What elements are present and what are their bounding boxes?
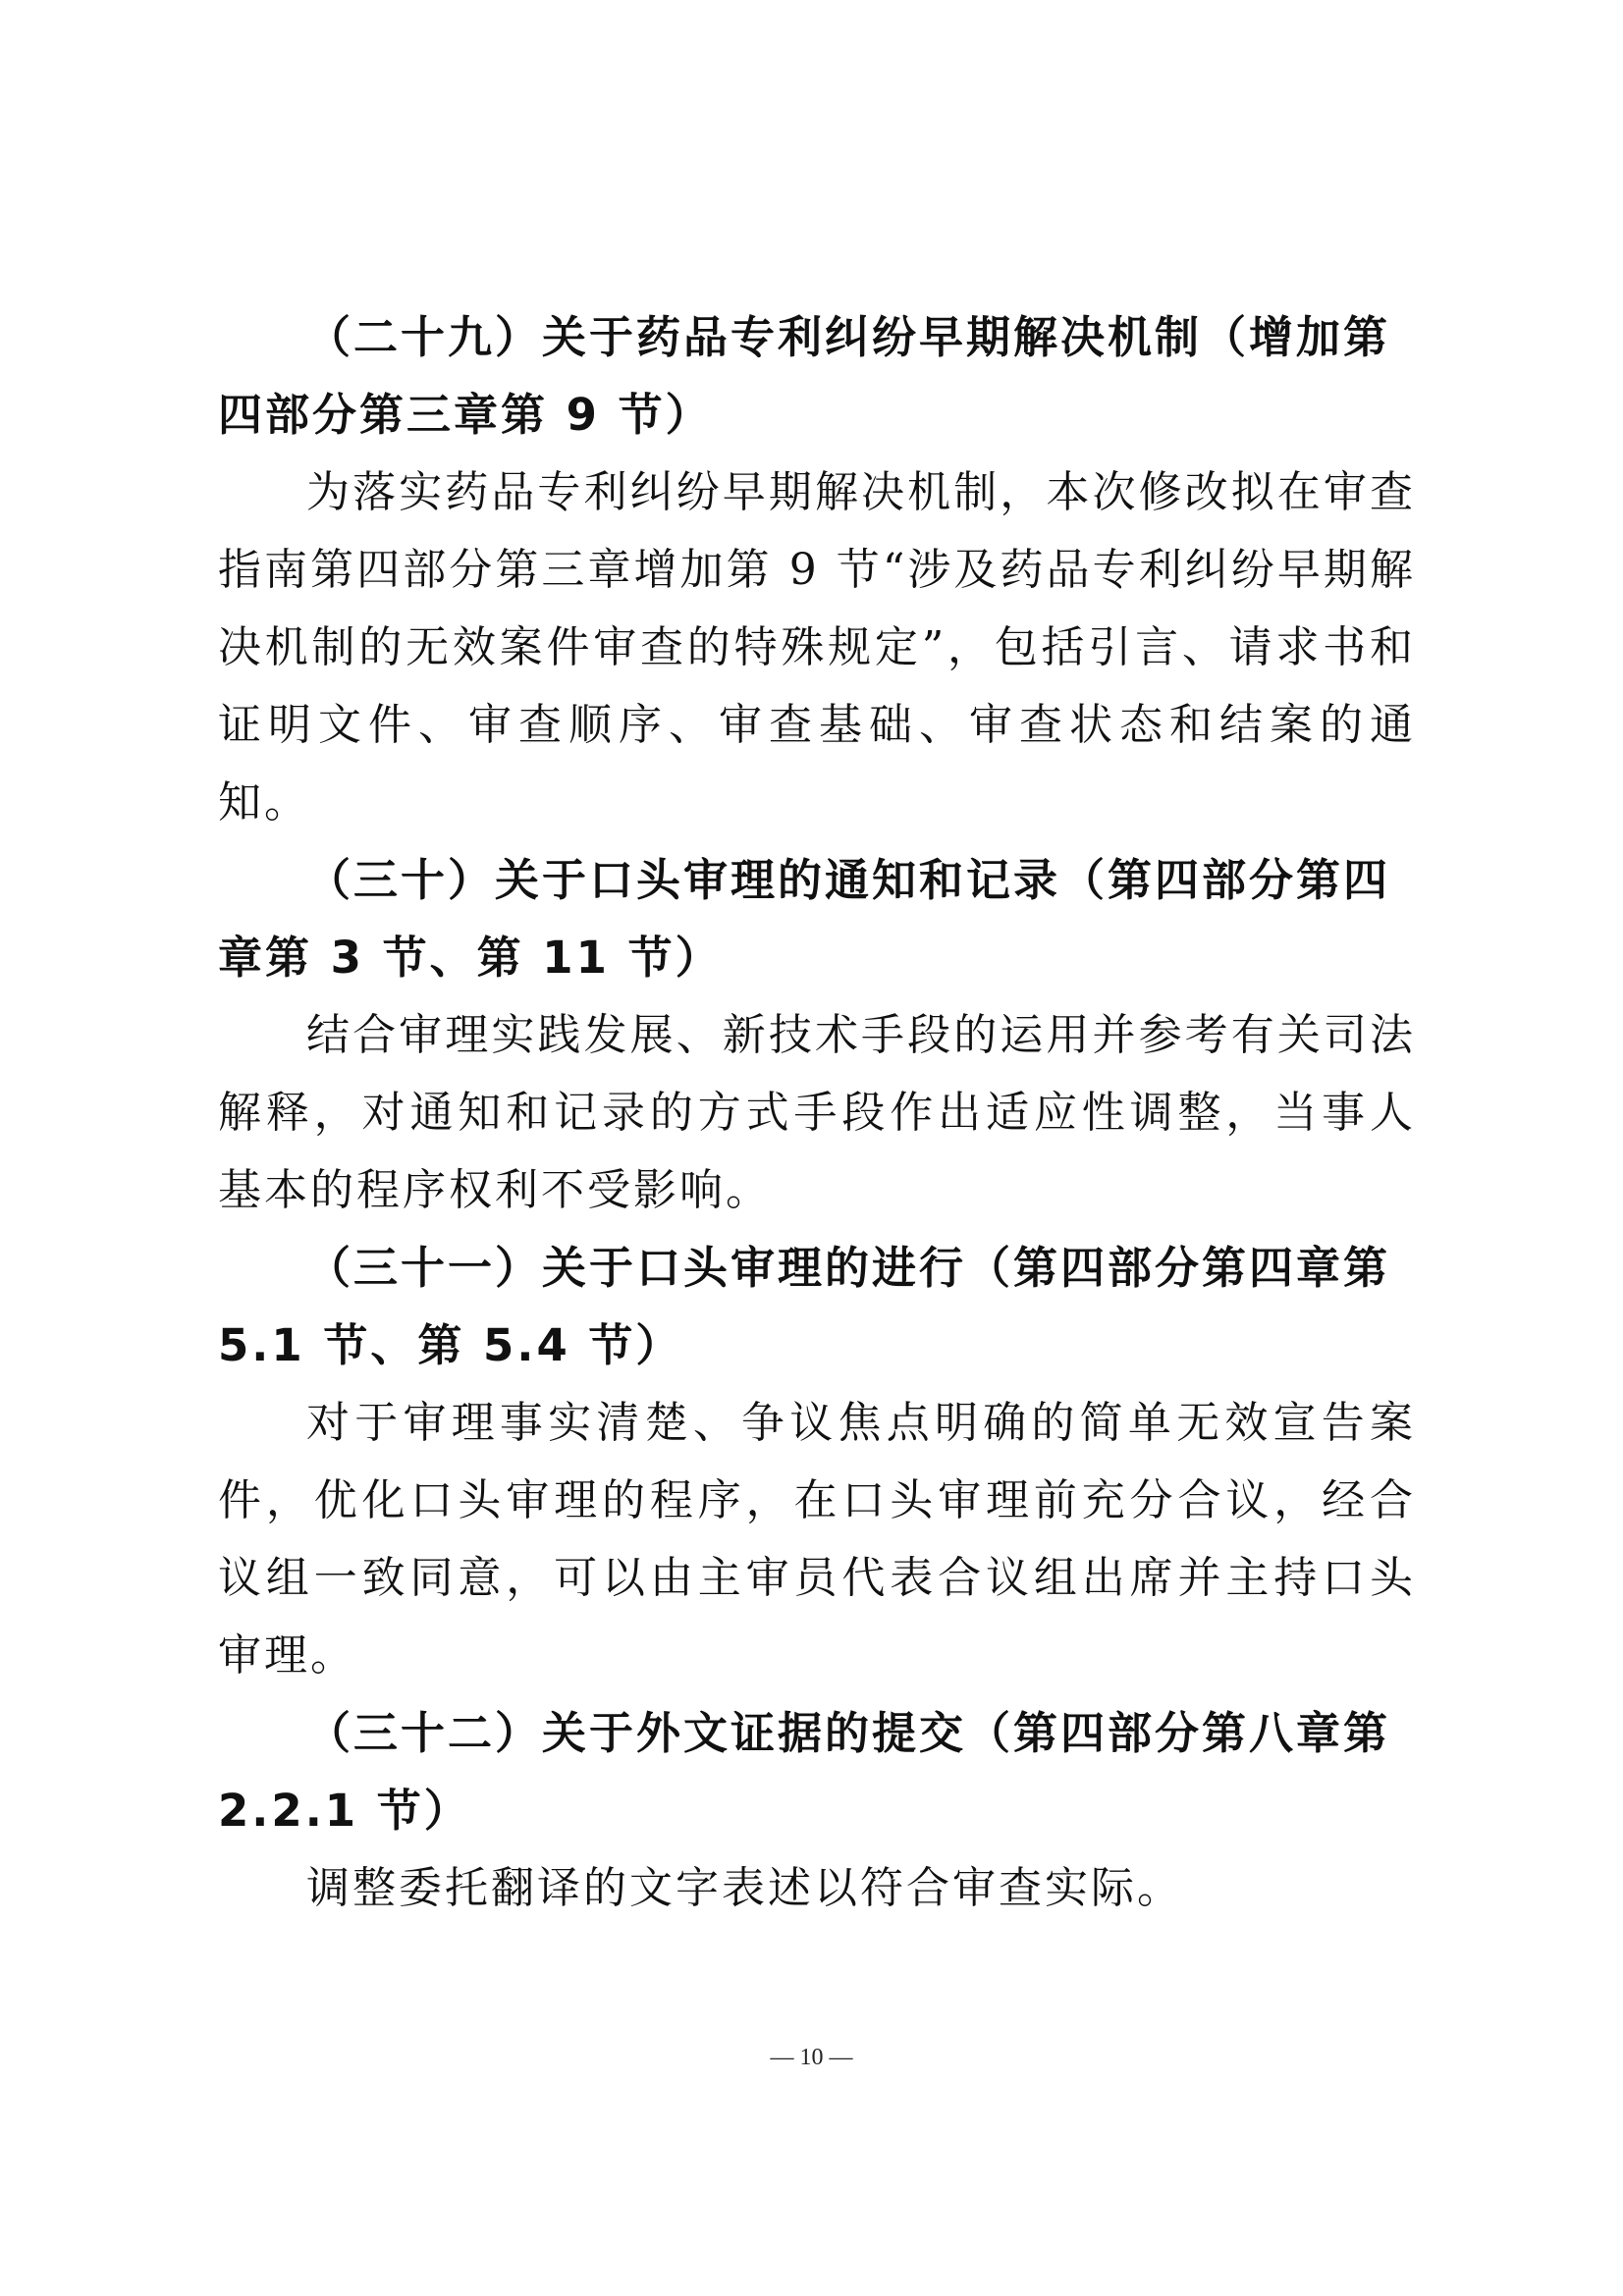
section-32 xyxy=(218,1694,1416,1927)
page-number: — 10 — xyxy=(770,2045,853,2070)
section-paragraph: 为落实药品专利纠纷早期解决机制，本次修改拟在审查指南第四部分第三章增加第 9 节“涉及药品专利纠纷早期解决机制的无效案件审查的特殊规定”，包括引言、请求书和证明文件、审查顺序、审查基础、审查状态和结案的通知。 xyxy=(218,467,1416,828)
section-heading: （三十一）关于口头审理的进行（第四部分第四章第 5.1 节、第 5.4 节） xyxy=(218,1242,1391,1371)
section-paragraph: 调整委托翻译的文字表述以符合审查实际。 xyxy=(306,1863,1183,1913)
section-heading: （三十）关于口头审理的通知和记录（第四部分第四章第 3 节、第 11 节） xyxy=(218,854,1391,984)
section-heading: （二十九）关于药品专利纠纷早期解决机制（增加第四部分第三章第 9 节） xyxy=(218,311,1391,441)
document-content xyxy=(218,298,1416,1927)
section-30 xyxy=(218,841,1416,1229)
section-paragraph: 结合审理实践发展、新技术手段的运用并参考有关司法解释，对通知和记录的方式手段作出适应性调整，当事人基本的程序权利不受影响。 xyxy=(218,1010,1416,1215)
section-29 xyxy=(218,298,1416,841)
section-31 xyxy=(218,1229,1416,1694)
section-heading: （三十二）关于外文证据的提交（第四部分第八章第 2.2.1 节） xyxy=(218,1707,1391,1837)
section-paragraph: 对于审理事实清楚、争议焦点明确的简单无效宣告案件，优化口头审理的程序，在口头审理前充分合议，经合议组一致同意，可以由主审员代表合议组出席并主持口头审理。 xyxy=(218,1398,1416,1681)
